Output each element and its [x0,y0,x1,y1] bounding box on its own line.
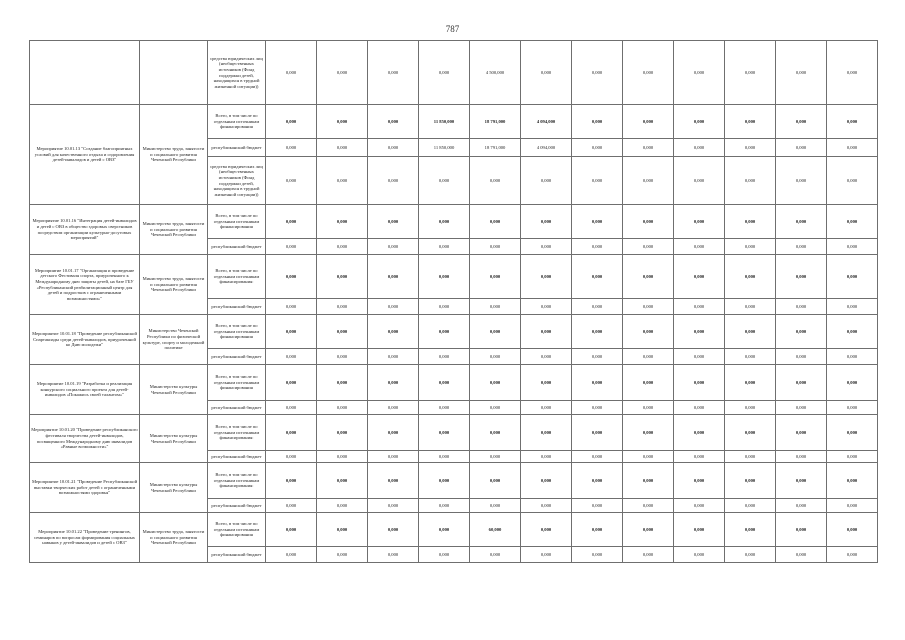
amount-cell: 0,000 [827,451,878,463]
amount-cell: 0,000 [827,415,878,451]
amount-cell: 0,000 [266,205,317,239]
amount-cell: 0,000 [419,255,470,299]
amount-cell: 0,000 [776,513,827,547]
amount-cell: 0,000 [674,401,725,415]
amount-cell: 4 094,000 [521,139,572,157]
amount-cell: 0,000 [674,139,725,157]
amount-cell: 0,000 [368,205,419,239]
activity-cell: Мероприятие 10.01.19 "Разработка и реализация конкурсного социального проекта для детей-инвалидов «Покажись своей талантом»" [30,365,140,415]
amount-cell: 0,000 [827,139,878,157]
executor-cell: Министерство труда, занятости и социального развития Чеченской Республики [140,255,208,315]
amount-cell: 0,000 [266,365,317,401]
financing-table [29,40,878,563]
amount-cell: 0,000 [725,315,776,349]
amount-cell: 0,000 [623,463,674,499]
amount-cell: 0,000 [725,157,776,205]
funding-source-cell: республиканский бюджет [208,139,266,157]
amount-cell: 0,000 [674,415,725,451]
amount-cell: 0,000 [572,349,623,365]
amount-cell: 0,000 [419,349,470,365]
funding-source-cell: республиканский бюджет [208,349,266,365]
funding-source-cell: республиканский бюджет [208,451,266,463]
amount-cell: 0,000 [317,451,368,463]
amount-cell: 0,000 [266,513,317,547]
amount-cell: 0,000 [776,255,827,299]
amount-cell: 0,000 [266,451,317,463]
amount-cell: 0,000 [776,499,827,513]
amount-cell: 0,000 [725,547,776,563]
amount-cell: 0,000 [521,315,572,349]
amount-cell: 0,000 [419,415,470,451]
activity-cell [30,41,140,105]
amount-cell: 0,000 [725,41,776,105]
page-number: 787 [445,24,460,34]
amount-cell: 0,000 [776,365,827,401]
funding-source-cell: Всего, в том числе по отдельным источникам финансирования [208,105,266,139]
amount-cell: 0,000 [725,513,776,547]
amount-cell: 0,000 [827,463,878,499]
funding-source-cell: Всего, в том числе по отдельным источникам финансирования [208,315,266,349]
amount-cell: 0,000 [725,463,776,499]
executor-cell: Министерство Чеченской Республики по физической культуре, спорту и молодежной политике [140,315,208,365]
amount-cell: 0,000 [725,365,776,401]
amount-cell: 0,000 [827,41,878,105]
amount-cell: 0,000 [623,365,674,401]
amount-cell: 0,000 [827,513,878,547]
amount-cell: 0,000 [470,299,521,315]
amount-cell: 0,000 [623,451,674,463]
amount-cell: 0,000 [623,513,674,547]
amount-cell: 0,000 [419,239,470,255]
amount-cell: 0,000 [572,513,623,547]
amount-cell: 11 850,000 [419,139,470,157]
activity-cell: Мероприятие 10.01.16 "Интеграция детей-инвалидов и детей с ОВЗ в общество здоровых сверстников посредством организации культурно-досуговых мероприятий" [30,205,140,255]
amount-cell: 0,000 [623,299,674,315]
amount-cell: 0,000 [317,365,368,401]
amount-cell: 0,000 [419,315,470,349]
amount-cell: 0,000 [572,157,623,205]
table-row [30,415,878,451]
activity-cell: Мероприятие 10.01.13 "Создание благоприятных условий для качественного отдыха и оздоровления детей-инвалидов и детей с ОВЗ" [30,105,140,205]
amount-cell: 0,000 [470,315,521,349]
amount-cell: 0,000 [725,299,776,315]
amount-cell: 18 791,000 [470,139,521,157]
table-row [30,463,878,499]
amount-cell: 0,000 [674,239,725,255]
amount-cell: 0,000 [266,315,317,349]
activity-cell: Мероприятие 10.01.20 "Проведение республиканского фестиваля творчества детей-инвалидов, посвященного Международному дню инвалидов «Равные возможности»" [30,415,140,463]
amount-cell: 0,000 [827,105,878,139]
amount-cell: 0,000 [827,255,878,299]
amount-cell: 0,000 [674,499,725,513]
amount-cell: 0,000 [521,463,572,499]
amount-cell: 0,000 [572,547,623,563]
amount-cell: 0,000 [674,255,725,299]
amount-cell: 0,000 [470,205,521,239]
amount-cell: 0,000 [572,255,623,299]
amount-cell: 18 791,000 [470,105,521,139]
amount-cell: 0,000 [368,41,419,105]
table-row [30,255,878,299]
amount-cell: 0,000 [572,299,623,315]
amount-cell: 0,000 [470,157,521,205]
amount-cell: 0,000 [317,255,368,299]
amount-cell: 0,000 [572,239,623,255]
amount-cell: 0,000 [674,41,725,105]
amount-cell: 0,000 [827,365,878,401]
amount-cell: 0,000 [317,139,368,157]
funding-source-cell: республиканский бюджет [208,547,266,563]
amount-cell: 0,000 [623,157,674,205]
amount-cell: 0,000 [368,415,419,451]
funding-source-cell: Всего, в том числе по отдельным источникам финансирования [208,365,266,401]
table-row [30,365,878,401]
amount-cell: 0,000 [776,401,827,415]
executor-cell [140,41,208,105]
amount-cell: 0,000 [521,239,572,255]
amount-cell: 0,000 [266,105,317,139]
amount-cell: 0,000 [266,239,317,255]
amount-cell: 0,000 [623,205,674,239]
amount-cell: 0,000 [317,239,368,255]
amount-cell: 0,000 [368,315,419,349]
amount-cell: 0,000 [572,499,623,513]
amount-cell: 0,000 [674,547,725,563]
amount-cell: 60,000 [470,513,521,547]
amount-cell: 0,000 [368,401,419,415]
funding-source-cell: Всего, в том числе по отдельным источникам финансирования [208,513,266,547]
amount-cell: 0,000 [827,239,878,255]
amount-cell: 0,000 [266,255,317,299]
amount-cell: 0,000 [521,547,572,563]
amount-cell: 0,000 [623,139,674,157]
executor-cell: Министерство труда, занятости и социального развития Чеченской Республики [140,105,208,205]
amount-cell: 0,000 [470,401,521,415]
amount-cell: 0,000 [470,255,521,299]
amount-cell: 0,000 [368,139,419,157]
amount-cell: 0,000 [827,299,878,315]
amount-cell: 0,000 [776,547,827,563]
amount-cell: 0,000 [419,499,470,513]
amount-cell: 0,000 [776,451,827,463]
amount-cell: 0,000 [317,415,368,451]
amount-cell: 0,000 [674,315,725,349]
amount-cell: 0,000 [776,139,827,157]
amount-cell: 0,000 [419,463,470,499]
amount-cell: 0,000 [521,41,572,105]
amount-cell: 0,000 [776,315,827,349]
amount-cell: 0,000 [725,349,776,365]
amount-cell: 0,000 [317,463,368,499]
amount-cell: 0,000 [317,299,368,315]
amount-cell: 0,000 [419,401,470,415]
amount-cell: 0,000 [266,41,317,105]
amount-cell: 0,000 [776,299,827,315]
funding-source-cell: республиканский бюджет [208,401,266,415]
table-row [30,105,878,139]
amount-cell: 0,000 [317,499,368,513]
amount-cell: 4 500,000 [470,41,521,105]
amount-cell: 0,000 [368,239,419,255]
amount-cell: 0,000 [725,401,776,415]
executor-cell: Министерство труда, занятости и социального развития Чеченской Республики [140,513,208,563]
amount-cell: 0,000 [674,365,725,401]
amount-cell: 0,000 [623,415,674,451]
amount-cell: 0,000 [623,105,674,139]
amount-cell: 0,000 [521,415,572,451]
amount-cell: 0,000 [317,41,368,105]
amount-cell: 0,000 [572,315,623,349]
amount-cell: 0,000 [521,205,572,239]
amount-cell: 0,000 [674,205,725,239]
amount-cell: 0,000 [521,365,572,401]
table-row [30,315,878,349]
amount-cell: 0,000 [368,451,419,463]
amount-cell: 0,000 [827,157,878,205]
amount-cell: 0,000 [623,255,674,299]
amount-cell: 0,000 [521,499,572,513]
amount-cell: 0,000 [470,349,521,365]
amount-cell: 0,000 [266,139,317,157]
amount-cell: 0,000 [470,499,521,513]
amount-cell: 0,000 [419,547,470,563]
funding-source-cell: республиканский бюджет [208,499,266,513]
amount-cell: 0,000 [317,205,368,239]
amount-cell: 0,000 [725,451,776,463]
amount-cell: 0,000 [317,513,368,547]
amount-cell: 0,000 [317,105,368,139]
amount-cell: 0,000 [776,239,827,255]
amount-cell: 0,000 [674,463,725,499]
amount-cell: 0,000 [572,105,623,139]
amount-cell: 0,000 [266,349,317,365]
amount-cell: 0,000 [368,255,419,299]
amount-cell: 0,000 [317,547,368,563]
funding-source-cell: средства юридических лиц (необщественных источников (Фонд поддержки детей, находящихся в трудной жизненной ситуации)) [208,157,266,205]
amount-cell: 0,000 [572,415,623,451]
amount-cell: 0,000 [725,255,776,299]
amount-cell: 11 850,000 [419,105,470,139]
table-row [30,41,878,105]
amount-cell: 0,000 [317,401,368,415]
amount-cell: 0,000 [317,315,368,349]
amount-cell: 0,000 [572,401,623,415]
amount-cell: 0,000 [521,299,572,315]
amount-cell: 0,000 [368,299,419,315]
amount-cell: 0,000 [572,365,623,401]
amount-cell: 0,000 [521,451,572,463]
amount-cell: 0,000 [419,205,470,239]
funding-source-cell: республиканский бюджет [208,299,266,315]
activity-cell: Мероприятие 10.01.22 "Проведение тренингов, семинаров по вопросам формирования социальных навыков у детей-инвалидов и детей с ОВЗ" [30,513,140,563]
amount-cell: 0,000 [368,463,419,499]
amount-cell: 0,000 [317,349,368,365]
funding-source-cell: Всего, в том числе по отдельным источникам финансирования: [208,415,266,451]
amount-cell: 0,000 [521,157,572,205]
amount-cell: 0,000 [419,451,470,463]
amount-cell: 0,000 [266,499,317,513]
amount-cell: 0,000 [521,401,572,415]
amount-cell: 0,000 [419,513,470,547]
amount-cell: 0,000 [725,415,776,451]
amount-cell: 0,000 [776,157,827,205]
amount-cell: 0,000 [368,499,419,513]
amount-cell: 0,000 [725,205,776,239]
table-row [30,513,878,547]
amount-cell: 0,000 [674,157,725,205]
amount-cell: 0,000 [368,349,419,365]
amount-cell: 0,000 [521,513,572,547]
amount-cell: 0,000 [674,349,725,365]
amount-cell: 0,000 [572,451,623,463]
amount-cell: 0,000 [827,315,878,349]
funding-source-cell: Всего, в том числе по отдельным источникам финансирования: [208,463,266,499]
amount-cell: 0,000 [470,547,521,563]
amount-cell: 0,000 [776,463,827,499]
amount-cell: 0,000 [266,299,317,315]
amount-cell: 0,000 [266,157,317,205]
funding-source-cell: средства юридических лиц (необщественных источников (Фонд поддержки детей, находящихся в трудной жизненной ситуации)) [208,41,266,105]
funding-source-cell: Всего, в том числе по отдельным источникам финансирования: [208,255,266,299]
amount-cell: 0,000 [674,513,725,547]
amount-cell: 4 094,000 [521,105,572,139]
amount-cell: 0,000 [827,547,878,563]
amount-cell: 0,000 [623,41,674,105]
executor-cell: Министерство культуры Чеченской Республики [140,463,208,513]
amount-cell: 0,000 [368,157,419,205]
amount-cell: 0,000 [776,349,827,365]
amount-cell: 0,000 [827,349,878,365]
amount-cell: 0,000 [266,415,317,451]
table-row [30,205,878,239]
amount-cell: 0,000 [368,105,419,139]
amount-cell: 0,000 [572,41,623,105]
amount-cell: 0,000 [368,513,419,547]
amount-cell: 0,000 [623,349,674,365]
amount-cell: 0,000 [419,41,470,105]
amount-cell: 0,000 [470,239,521,255]
amount-cell: 0,000 [674,299,725,315]
amount-cell: 0,000 [572,463,623,499]
funding-source-cell: республиканский бюджет [208,239,266,255]
amount-cell: 0,000 [368,547,419,563]
amount-cell: 0,000 [674,451,725,463]
amount-cell: 0,000 [725,499,776,513]
funding-source-cell: Всего, в том числе по отдельным источникам финансирования [208,205,266,239]
executor-cell: Министерство культуры Чеченской Республики [140,415,208,463]
amount-cell: 0,000 [572,139,623,157]
amount-cell: 0,000 [623,499,674,513]
amount-cell: 0,000 [266,401,317,415]
amount-cell: 0,000 [623,239,674,255]
amount-cell: 0,000 [368,365,419,401]
amount-cell: 0,000 [725,239,776,255]
amount-cell: 0,000 [674,105,725,139]
amount-cell: 0,000 [827,499,878,513]
amount-cell: 0,000 [470,365,521,401]
amount-cell: 0,000 [725,105,776,139]
amount-cell: 0,000 [776,41,827,105]
activity-cell: Мероприятие 10.01.18 "Проведение республиканской Спартакиады среди детей-инвалидов, приуроченной ко Дню молодежи" [30,315,140,365]
amount-cell: 0,000 [470,463,521,499]
amount-cell: 0,000 [776,105,827,139]
executor-cell: Министерство труда, занятости и социального развития Чеченской Республики [140,205,208,255]
amount-cell: 0,000 [419,157,470,205]
amount-cell: 0,000 [623,547,674,563]
amount-cell: 0,000 [419,299,470,315]
amount-cell: 0,000 [470,415,521,451]
amount-cell: 0,000 [623,315,674,349]
amount-cell: 0,000 [623,401,674,415]
amount-cell: 0,000 [725,139,776,157]
activity-cell: Мероприятие 10.01.17 "Организация и проведение детского Фестиваля спорта, приуроченного к Международному дню защиты детей, на базе ГБУ «Республиканский реабилитационный центр для детей и подростков с ограниченными возможностями»" [30,255,140,315]
executor-cell: Министерство культуры Чеченской Республики [140,365,208,415]
amount-cell: 0,000 [776,205,827,239]
amount-cell: 0,000 [827,205,878,239]
amount-cell: 0,000 [266,463,317,499]
amount-cell: 0,000 [419,365,470,401]
amount-cell: 0,000 [827,401,878,415]
amount-cell: 0,000 [470,451,521,463]
amount-cell: 0,000 [776,415,827,451]
activity-cell: Мероприятие 10.01.21 "Проведение Республиканской выставки творческих работ детей с ограниченными возможностями здоровья" [30,463,140,513]
amount-cell: 0,000 [521,349,572,365]
amount-cell: 0,000 [317,157,368,205]
amount-cell: 0,000 [572,205,623,239]
amount-cell: 0,000 [266,547,317,563]
amount-cell: 0,000 [521,255,572,299]
